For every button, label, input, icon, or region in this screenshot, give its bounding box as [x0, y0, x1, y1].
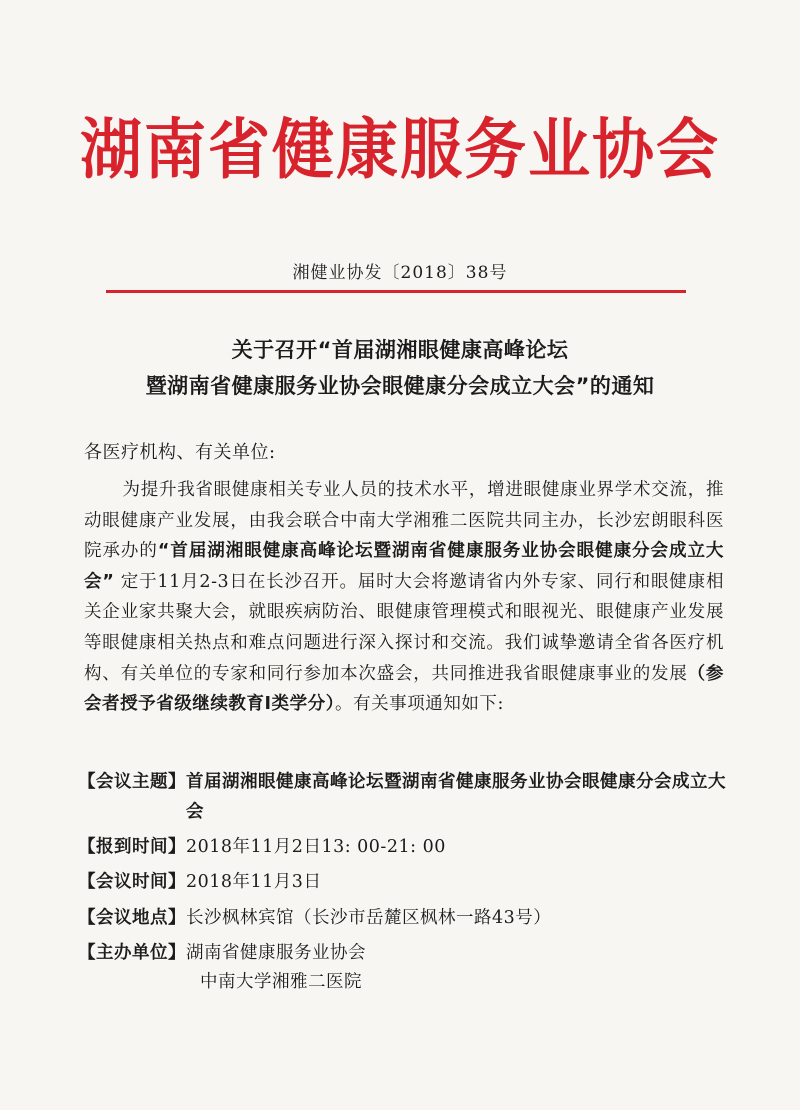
venue-row [78, 903, 728, 933]
meeting-topic-label: 【会议主题】 [78, 772, 186, 792]
notice-title-line-2: 暨湖南省健康服务业协会眼健康分会成立大会”的通知 [145, 374, 655, 398]
registration-time-value: 2018年11月2日13: 00-21: 00 [186, 837, 446, 857]
meeting-date-label: 【会议时间】 [78, 872, 186, 892]
document-number: 湘健业协发〔2018〕38号 [292, 263, 508, 283]
registration-time-row [78, 832, 728, 862]
venue-value: 长沙枫林宾馆（长沙市岳麓区枫林一路43号） [186, 908, 552, 928]
org-letterhead-title: 湖南省健康服务业协会 [79, 111, 720, 188]
registration-time-label: 【报到时间】 [78, 837, 186, 857]
host-row [78, 938, 728, 968]
meeting-topic-value: 首届湖湘眼健康高峰论坛暨湖南省健康服务业协会眼健康分会成立大会 [186, 772, 726, 822]
host-value-1: 湖南省健康服务业协会 [186, 943, 366, 963]
notice-title-line-1: 关于召开“首届湖湘眼健康高峰论坛 [231, 338, 569, 362]
venue-label: 【会议地点】 [78, 908, 186, 928]
host-value-2: 中南大学湘雅二医院 [200, 972, 362, 992]
credit-note-bold: （参会者授予省级继续教育Ⅰ类学分） [84, 663, 724, 715]
host-label: 【主办单位】 [78, 943, 186, 963]
meeting-date-row [78, 867, 728, 897]
header-red-rule [106, 290, 686, 293]
event-name-bold: “首届湖湘眼健康高峰论坛暨湖南省健康服务业协会眼健康分会成立大会” [84, 541, 724, 592]
paragraph-text-1: 为提升我省眼健康相关专业人员的技术水平，增进眼健康业界学术交流，推动眼健康产业发展，由我会联合中南大学湘雅二医院共同主办，长沙宏朗眼科医院承办的 [84, 480, 724, 562]
meeting-date-value: 2018年11月3日 [186, 872, 322, 892]
paragraph-text-3: 。有关事项通知如下: [335, 694, 504, 715]
meeting-topic-row [78, 767, 728, 827]
salutation: 各医疗机构、有关单位: [84, 442, 276, 463]
body-paragraph [84, 475, 724, 720]
paragraph-text-2: 定于11月2-3日在长沙召开。届时大会将邀请省内外专家、同行和眼健康相关企业家共聚大会，就眼疾病防治、眼健康管理模式和眼视光、眼健康产业发展等眼健康相关热点和难点问题进行深入探讨和交流。我们诚挚邀请全省各医疗机构、有关单位的专家和同行参加本次盛会，共同推进我省眼健康事业的发展 [84, 571, 725, 684]
